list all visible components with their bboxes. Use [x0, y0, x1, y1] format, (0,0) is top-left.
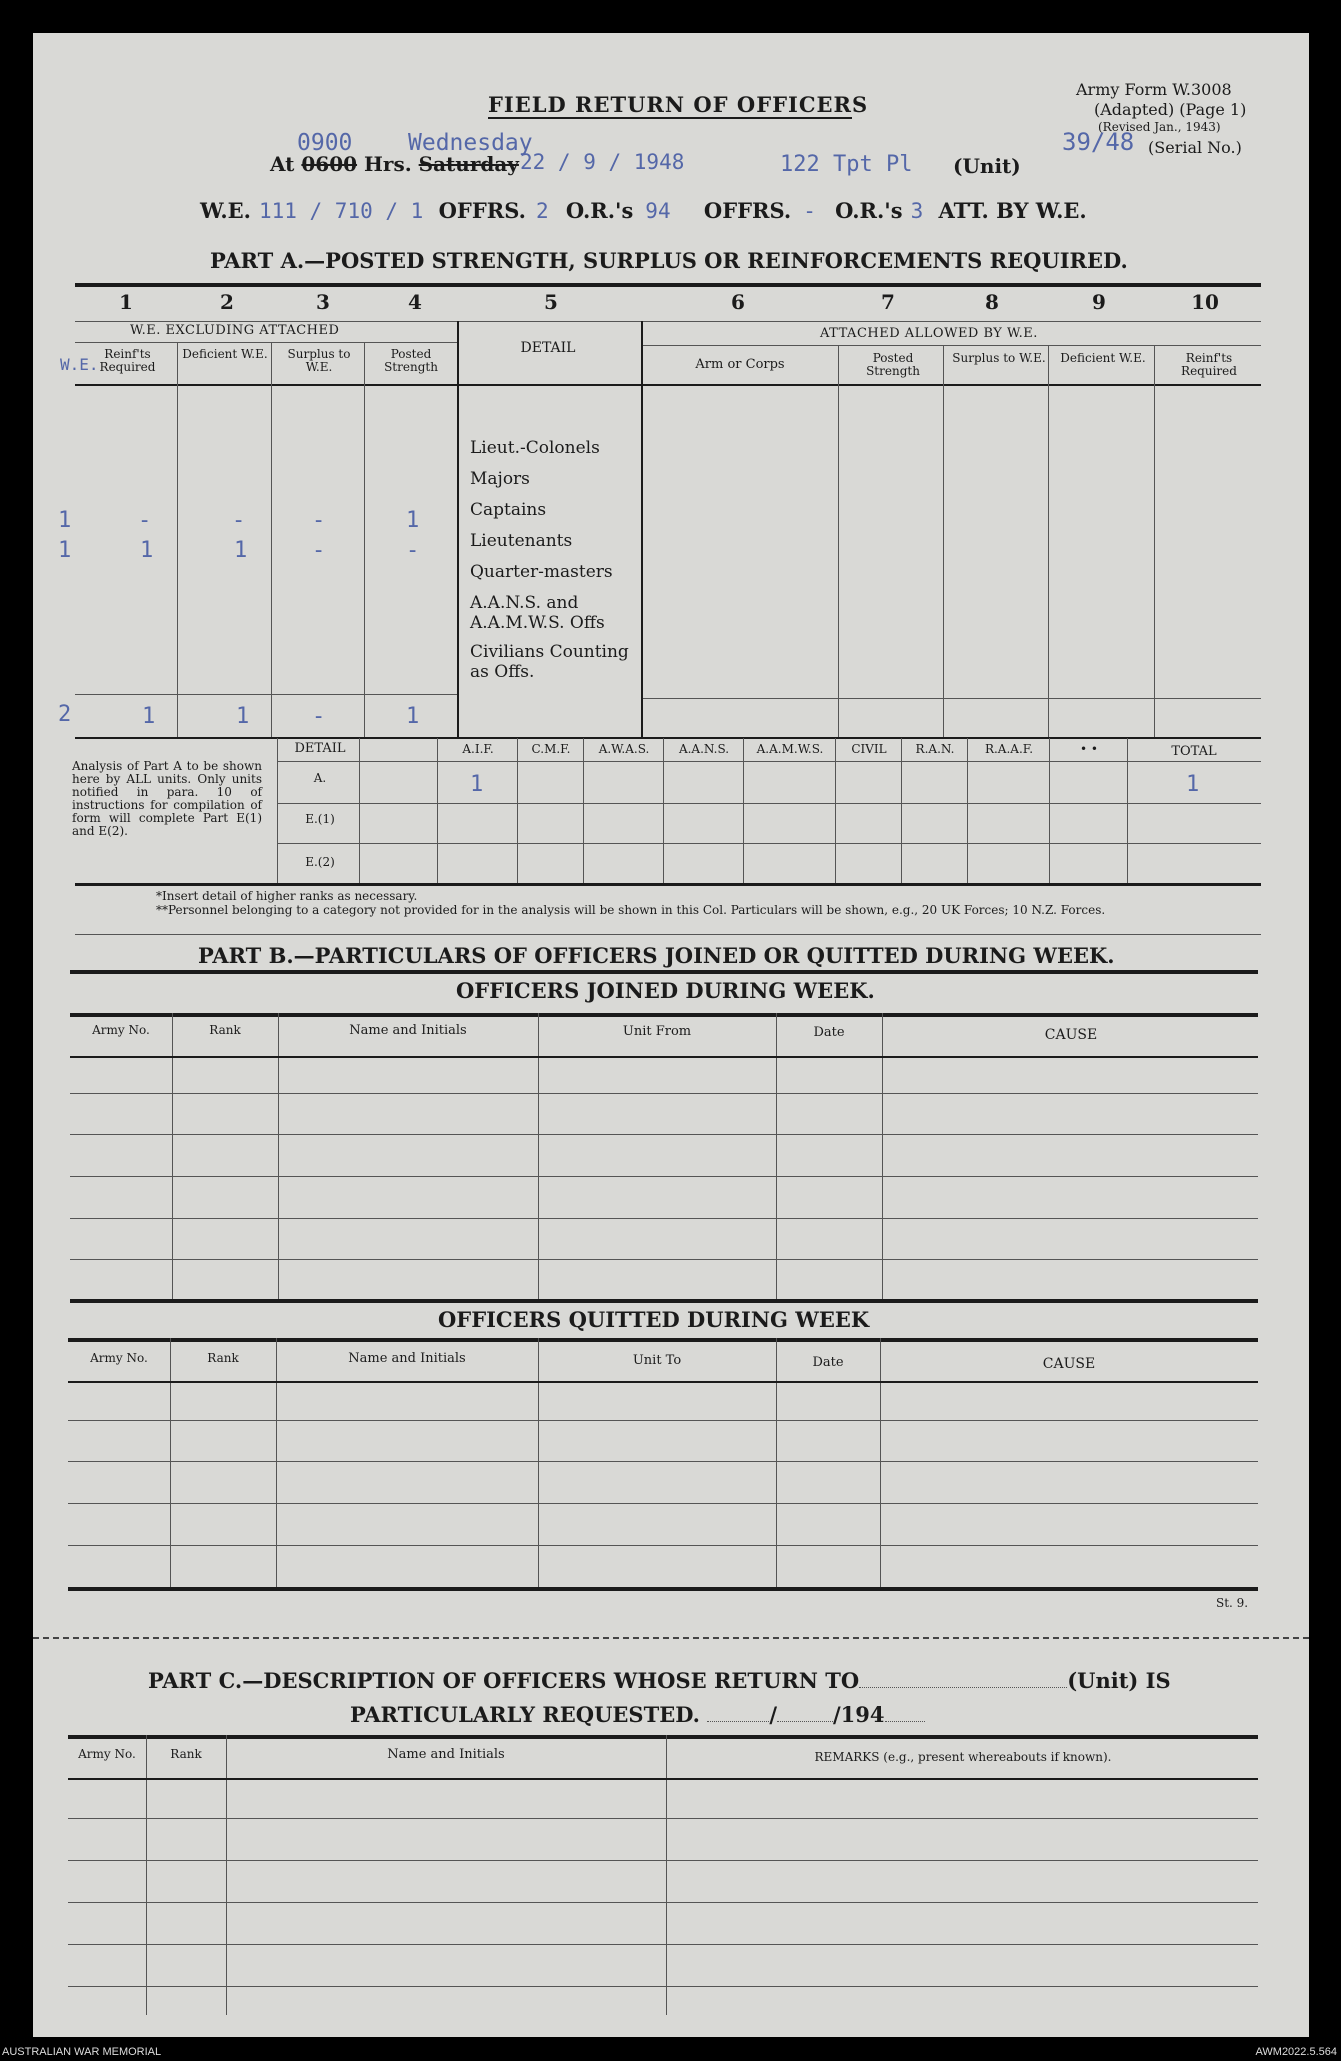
part-c-title-b: (Unit) IS	[1067, 1668, 1171, 1693]
return-time-line	[270, 152, 519, 176]
printed-time: 0600	[301, 152, 358, 176]
header-att-deficient: Deficient W.E.	[1060, 351, 1146, 365]
unit-value: 122 Tpt Pl	[780, 152, 913, 177]
rank-lieutenants: Lieutenants	[470, 531, 573, 551]
header-surplus-we: Surplus to W.E.	[287, 347, 351, 374]
joined-header-army-no: Army No.	[92, 1023, 150, 1037]
army-form-number: Army Form W.3008	[1076, 80, 1232, 99]
header-arm-corps: Arm or Corps	[695, 357, 785, 372]
offrs2-value: -	[803, 199, 816, 223]
tear-line	[33, 1637, 1309, 1639]
hrs-label: Hrs.	[364, 152, 412, 176]
total-deficient: 1	[236, 704, 250, 729]
caption-left: AUSTRALIAN WAR MEMORIAL	[2, 2046, 162, 2058]
analysis-total-value: 1	[1186, 772, 1200, 797]
joined-header-name: Name and Initials	[349, 1023, 467, 1038]
unit-label: (Unit)	[953, 154, 1021, 178]
part-a-rule	[75, 283, 1261, 287]
quitted-header-cause: CAUSE	[1042, 1356, 1096, 1372]
captains-surplus: -	[312, 508, 326, 533]
col-number-8: 8	[985, 290, 999, 314]
quitted-header-army-no: Army No.	[90, 1351, 148, 1365]
lieutenants-reinfts: 1	[58, 538, 72, 563]
rank-captains: Captains	[470, 500, 547, 520]
date-value: 22 / 9 / 194	[520, 150, 672, 174]
analysis-note: Analysis of Part A to be shown here by ALL units. Only units notified in para. 10 of instructions for compilation of form will complete Part E(1) and E(2).	[72, 759, 262, 838]
offrs-label: OFFRS.	[438, 198, 526, 223]
part-c-title-a: PART C.—DESCRIPTION OF OFFICERS WHOSE RETURN TO	[148, 1668, 860, 1693]
analysis-col-cmf: C.M.F.	[531, 742, 571, 756]
right-group-rule	[643, 345, 1261, 346]
part-c-title-line2	[350, 1702, 925, 1727]
quitted-header-unit-to: Unit To	[632, 1353, 682, 1368]
lieutenants-deficient: 1	[234, 538, 248, 563]
att-label: ATT. BY W.E.	[938, 198, 1087, 223]
col-number-4: 4	[408, 290, 422, 314]
offrs2-label: OFFRS.	[703, 198, 792, 223]
header-deficient-we: Deficient W.E.	[182, 347, 268, 361]
lieutenants-reinfts-2: 1	[140, 538, 154, 563]
serial-number-label: (Serial No.)	[1148, 138, 1242, 157]
col-number-6: 6	[731, 290, 745, 314]
title-underline	[488, 117, 852, 119]
total-posted: 1	[406, 704, 420, 729]
lieutenants-surplus: -	[312, 538, 326, 563]
form-title: FIELD RETURN OF OFFICERS	[488, 92, 869, 117]
col-number-10: 10	[1191, 290, 1219, 314]
captains-posted: 1	[406, 508, 420, 533]
part-c-unit-blank[interactable]	[859, 1687, 1067, 1688]
ors-value: 94	[645, 199, 671, 223]
army-form-revised: (Revised Jan., 1943)	[1098, 120, 1221, 134]
analysis-row-e1: E.(1)	[305, 812, 335, 826]
left-group-rule	[75, 342, 458, 343]
header-detail: DETAIL	[520, 340, 576, 356]
rank-majors: Majors	[470, 469, 530, 489]
part-c-header-army-no: Army No.	[78, 1747, 136, 1761]
part-c-title-c: PARTICULARLY REQUESTED.	[350, 1702, 700, 1727]
part-b-title: PART B.—PARTICULARS OF OFFICERS JOINED OR QUITTED DURING WEEK.	[198, 943, 1115, 968]
part-a-bottom-rule	[75, 737, 1261, 739]
year-digit: 8	[671, 150, 685, 174]
attached-allowed-header: ATTACHED ALLOWED BY W.E.	[820, 326, 1038, 341]
analysis-aif-value: 1	[470, 772, 484, 797]
we-value: 111 / 710 / 1	[258, 199, 424, 223]
col-number-2: 2	[220, 290, 234, 314]
joined-header-date: Date	[813, 1025, 845, 1040]
header-att-surplus: Surplus to W.E.	[952, 351, 1046, 365]
header-posted-strength: Posted Strength	[384, 347, 438, 374]
joined-header-unit-from: Unit From	[622, 1024, 692, 1039]
st-mark: St. 9.	[1216, 1596, 1249, 1610]
analysis-col-civil: CIVIL	[851, 742, 887, 756]
printed-day: Saturday	[418, 152, 519, 176]
part-c-header-name: Name and Initials	[387, 1747, 505, 1762]
part-c-header-remarks: REMARKS (e.g., present whereabouts if known).	[814, 1750, 1112, 1764]
we-strength-line	[200, 198, 1087, 223]
part-a-title: PART A.—POSTED STRENGTH, SURPLUS OR REINFORCEMENTS REQUIRED.	[210, 248, 1128, 273]
caption-right: AWM2022.5.564	[1255, 2046, 1337, 2058]
part-c-month-blank[interactable]	[777, 1721, 833, 1722]
part-c-year: /194	[832, 1702, 885, 1727]
total-surplus: -	[312, 704, 326, 729]
joined-header-rank: Rank	[209, 1023, 241, 1037]
analysis-col-aamws: A.A.M.W.S.	[756, 742, 824, 756]
we-excluding-attached-header: W.E. EXCLUDING ATTACHED	[130, 323, 340, 338]
quitted-header-date: Date	[812, 1355, 844, 1370]
army-form-adapted: (Adapted) (Page 1)	[1094, 100, 1247, 119]
total-reinfts-margin: 2	[58, 702, 72, 727]
part-c-title-line1	[148, 1668, 1171, 1693]
serial-number-value: 39/48	[1062, 128, 1135, 156]
rank-aans-aamws: A.A.N.S. and A.A.M.W.S. Offs	[470, 593, 605, 633]
analysis-row-a: A.	[313, 771, 327, 785]
analysis-col-total: TOTAL	[1171, 744, 1217, 759]
part-c-header-rank: Rank	[170, 1747, 202, 1761]
quitted-title: OFFICERS QUITTED DURING WEEK	[438, 1307, 870, 1332]
analysis-col-aans: A.A.N.S.	[678, 742, 730, 756]
col-number-9: 9	[1092, 290, 1106, 314]
analysis-row-e2: E.(2)	[305, 855, 335, 869]
header-reinfts-required: Reinf'ts Required	[99, 347, 156, 374]
total-reinfts: 1	[142, 704, 156, 729]
col-number-3: 3	[316, 290, 330, 314]
handwritten-time: 0900	[297, 130, 353, 156]
at-label: At	[270, 152, 295, 176]
part-c-slash: /	[769, 1702, 777, 1727]
part-a-header-top	[75, 321, 1261, 322]
offrs-value: 2	[535, 199, 549, 223]
we-margin-mark: W.E.	[60, 355, 99, 374]
part-a-header-bottom	[75, 384, 1261, 386]
part-c-day-blank[interactable]	[707, 1721, 769, 1722]
ors-label: O.R.'s	[565, 198, 634, 223]
joined-title: OFFICERS JOINED DURING WEEK.	[456, 978, 875, 1003]
analysis-col-raaf: R.A.A.F.	[984, 742, 1034, 756]
return-date	[520, 150, 684, 174]
ors2-label: O.R.'s	[835, 198, 903, 223]
header-att-reinfts: Reinf'ts Required	[1181, 351, 1237, 378]
analysis-col-other: • •	[1080, 742, 1098, 756]
analysis-detail-header: DETAIL	[294, 741, 346, 756]
captains-reinfts-dash: -	[138, 508, 152, 533]
col-number-5: 5	[544, 290, 558, 314]
footnote-other-personnel: **Personnel belonging to a category not provided for in the analysis will be shown in this Col. Particulars will be shown, e.g., 20 UK Forces; 10 N.Z. Forces.	[156, 903, 1106, 917]
captains-reinfts: 1	[58, 508, 72, 533]
part-a-total-rule	[75, 694, 457, 695]
quitted-header-name: Name and Initials	[348, 1351, 466, 1366]
analysis-col-ran: R.A.N.	[915, 742, 955, 756]
captains-deficient: -	[232, 508, 246, 533]
rank-lieut-colonels: Lieut.-Colonels	[470, 438, 600, 458]
col-number-7: 7	[881, 290, 895, 314]
part-c-year-blank[interactable]	[885, 1721, 925, 1722]
rank-civilians: Civilians Counting as Offs.	[470, 642, 629, 682]
analysis-col-awas: A.W.A.S.	[598, 742, 650, 756]
ors2-value: 3	[910, 199, 924, 223]
header-att-posted-strength: Posted Strength	[866, 351, 920, 378]
col-number-1: 1	[119, 290, 133, 314]
rank-quarter-masters: Quarter-masters	[470, 562, 613, 582]
joined-header-cause: CAUSE	[1044, 1027, 1098, 1043]
analysis-col-aif: A.I.F.	[462, 742, 494, 756]
handwritten-day: Wednesday	[408, 130, 533, 156]
we-label: W.E.	[200, 198, 251, 223]
lieutenants-posted: -	[406, 538, 420, 563]
quitted-header-rank: Rank	[207, 1351, 239, 1365]
footnote-higher-ranks: *Insert detail of higher ranks as necessary.	[156, 889, 418, 903]
